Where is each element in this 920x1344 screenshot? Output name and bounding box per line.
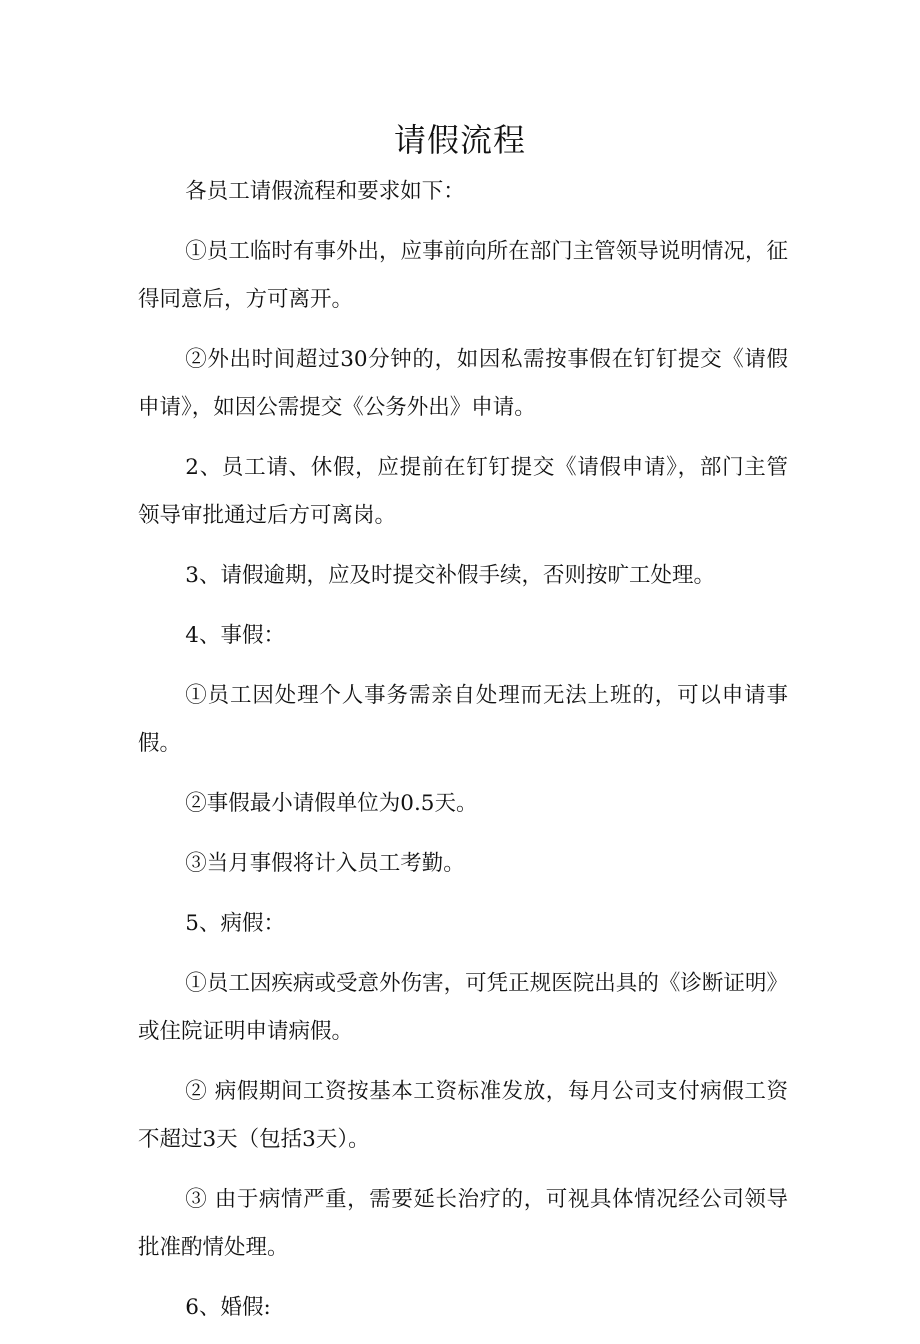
sick-leave-item-3: ③ 由于病情严重，需要延长治疗的，可视具体情况经公司领导批准酌情处理。 — [138, 1187, 788, 1260]
leave-rule-2: 2、员工请、休假，应提前在钉钉提交《请假申请》，部门主管领导审批通过后方可离岗。 — [138, 455, 788, 528]
outing-rule-2: ②外出时间超过30分钟的，如因私需按事假在钉钉提交《请假申请》，如因公需提交《公务外出》申请。 — [138, 347, 788, 420]
page-title: 请假流程 — [393, 121, 526, 159]
marriage-leave-heading: 6、婚假: — [185, 1295, 271, 1320]
personal-leave-item-1: ①员工因处理个人事务需亲自处理而无法上班的，可以申请事假。 — [138, 683, 788, 756]
personal-leave-heading: 4、事假： — [185, 623, 285, 648]
sick-leave-item-2: ② 病假期间工资按基本工资标准发放，每月公司支付病假工资不超过3天（包括3天）。 — [138, 1079, 788, 1152]
sick-leave-item-1: ①员工因疾病或受意外伤害，可凭正规医院出具的《诊断证明》或住院证明申请病假。 — [138, 971, 788, 1044]
outing-rule-1: ①员工临时有事外出，应事前向所在部门主管领导说明情况，征得同意后，方可离开。 — [138, 239, 788, 312]
sick-leave-heading: 5、病假： — [185, 911, 285, 936]
leave-rule-3: 3、请假逾期，应及时提交补假手续，否则按旷工处理。 — [185, 563, 715, 588]
personal-leave-item-3: ③当月事假将计入员工考勤。 — [185, 851, 465, 876]
document-body — [138, 168, 788, 1344]
personal-leave-item-2: ②事假最小请假单位为0.5天。 — [185, 791, 478, 816]
intro-paragraph: 各员工请假流程和要求如下： — [185, 179, 465, 204]
